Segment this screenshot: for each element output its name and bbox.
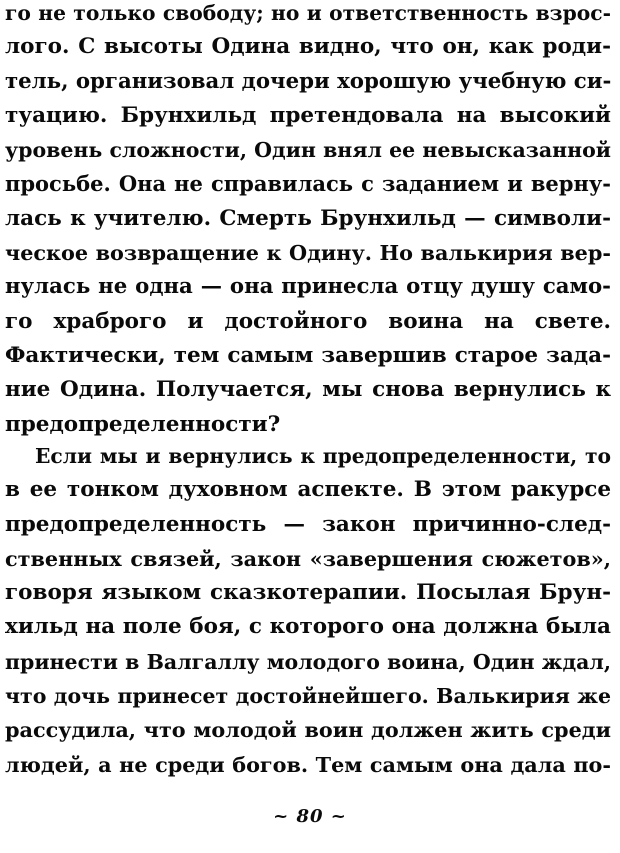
text-line: нулась не одна — она принесла отцу душу само-: [5, 274, 611, 300]
text-line: в ее тонком духовном аспекте. В этом ракурсе: [5, 477, 611, 503]
text-line: ние Одина. Получается, мы снова вернулись к: [5, 377, 611, 403]
text-line: туацию. Брунхильд претендовала на высокий: [5, 102, 611, 128]
text-line: ственных связей, закон «завершения сюжетов»,: [5, 546, 611, 571]
page-number: ~ 80 ~: [273, 806, 347, 827]
text-line: лась к учителю. Смерть Брунхильд — символи-: [5, 205, 611, 231]
text-line: предопределенности?: [5, 411, 281, 437]
text-line: хильд на поле боя, с которого она должна была: [5, 614, 611, 640]
text-line: лого. С высоты Одина видно, что он, как роди-: [5, 34, 611, 60]
text-line: что дочь принесет достойнейшего. Валькирия же: [5, 684, 611, 709]
text-line: принести в Валгаллу молодого воина, Один ждал,: [5, 649, 611, 674]
text-line: Фактически, тем самым завершив старое зада-: [5, 342, 611, 368]
text-line: предопределенность — закон причинно-след-: [5, 511, 611, 537]
text-line: го храброго и достойного воина на свете.: [5, 308, 611, 334]
text-line: уровень сложности, Один внял ее невысказанной: [5, 138, 611, 163]
text-line: просьбе. Она не справилась с заданием и верну-: [5, 171, 611, 197]
text-line: ческое возвращение к Одину. Но валькирия вер-: [5, 241, 611, 266]
paragraph-2: [5, 439, 611, 782]
text-line: говоря языком сказкотерапии. Посылая Брун-: [5, 580, 611, 606]
text-line: людей, а не среди богов. Тем самым она дала по-: [5, 752, 611, 777]
text-line: рассудила, что молодой воин должен жить среди: [5, 718, 611, 743]
text-line: го не только свободу; но и ответственность взрос-: [5, 1, 611, 25]
text-line: Если мы и вернулись к предопределенности, то: [35, 444, 611, 468]
text-line: тель, организовал дочери хорошую учебную си-: [5, 68, 611, 94]
paragraph-1: [5, 0, 611, 442]
